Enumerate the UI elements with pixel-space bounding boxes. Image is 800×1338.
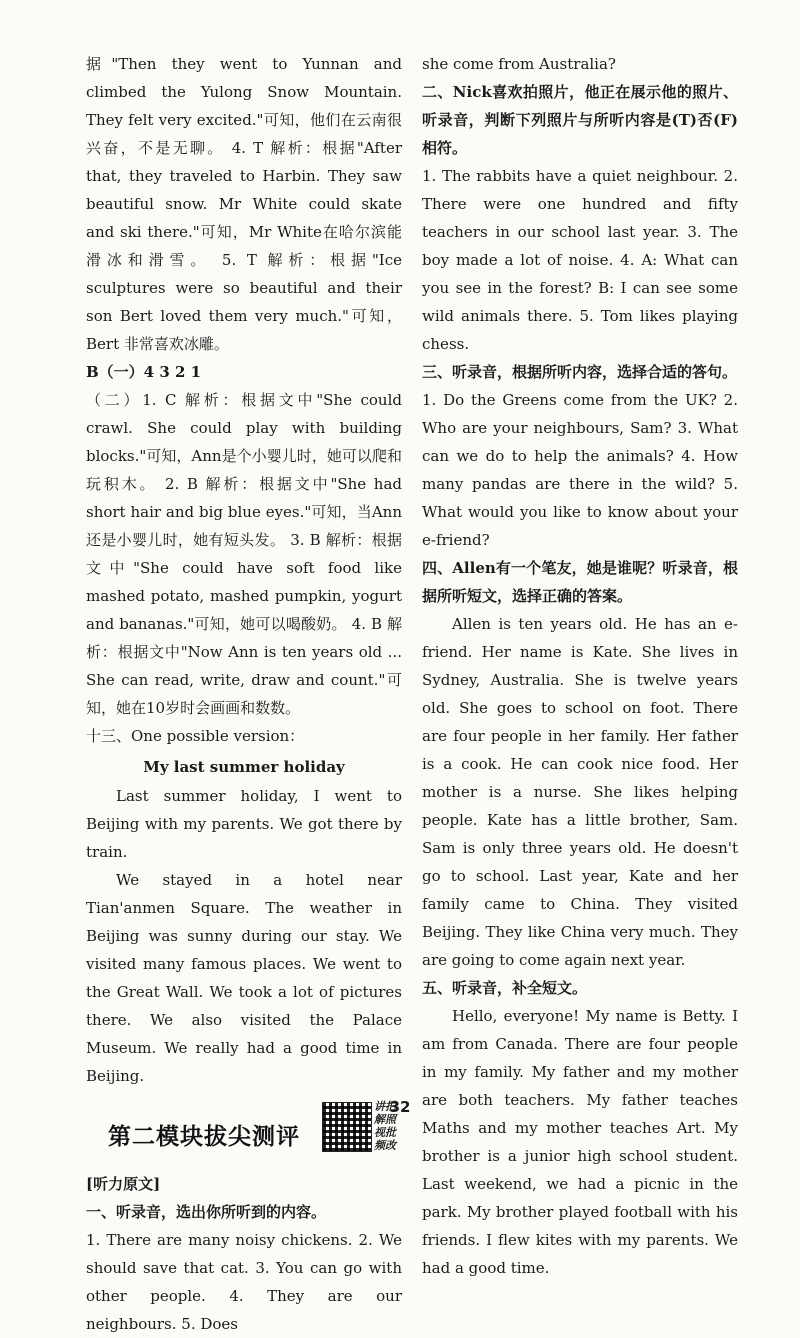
answer-paragraph-1: 据"Then they went to Yunnan and climbed the Yulong Snow Mountain. They felt very excited."可知，他们在云南很兴奋，不是无聊。 4. T 解析：根据"After that, they traveled to Harbin. They saw beautiful snow. Mr White could skate and ski there."可知，Mr White在哈尔滨能滑冰和滑雪。 5. T 解析：根据"Ice sculptures were so beautiful and their son Bert loved them very much."可知，Bert 非常喜欢冰雕。: [86, 55, 402, 353]
essay-paragraph-1: Last summer holiday, I went to Beijing with my parents. We got there by train.: [86, 787, 402, 861]
section-5-title: 五、听录音，补全短文。: [422, 979, 588, 997]
qr-label: 讲拍解照视批频改: [374, 1100, 396, 1152]
continued-text: she come from Australia?: [422, 55, 616, 73]
section-1-text: 1. There are many noisy chickens. 2. We should save that cat. 3. You can go with other people. 4. They are our neighbours. 5. Does: [86, 1231, 402, 1333]
section-3-text: 1. Do the Greens come from the UK? 2. Who are your neighbours, Sam? 3. What can we do to help the animals? 4. How many pandas are there in the wild? 5. What would you like to know about your e-friend?: [422, 391, 738, 549]
section-4-title: 四、Allen有一个笔友，她是谁呢？听录音，根据所听短文，选择正确的答案。: [422, 559, 738, 605]
section-5-text: Hello, everyone! My name is Betty. I am from Canada. There are four people in my family. My father and my mother are both teachers. My father teaches Maths and my mother teaches Art. My brother is a junior high school student. Last weekend, we had a picnic in the park. My brother played football with his friends. I flew kites with my parents. We had a good time.: [422, 1007, 738, 1277]
section-3-title: 三、听录音，根据所听内容，选择合适的答句。: [422, 363, 738, 381]
essay-title: My last summer holiday: [143, 758, 345, 776]
section-1-title: 一、听录音，选出你所听到的内容。: [86, 1203, 327, 1221]
essay-paragraph-2: We stayed in a hotel near Tian'anmen Square. The weather in Beijing was sunny during our stay. We visited many famous places. We went to the Great Wall. We took a lot of pictures there. We also visited the Palace Museum. We really had a good time in Beijing.: [86, 871, 402, 1085]
listening-header: [听力原文]: [86, 1175, 161, 1193]
section-2-text: 1. The rabbits have a quiet neighbour. 2. There were one hundred and fifty teachers in our school last year. 3. The boy made a lot of noise. 4. A: What can you see in the forest? B: I can see some wild animals there. 5. Tom likes playing chess.: [422, 167, 738, 353]
left-column: [86, 50, 402, 1338]
answer-paragraph-2: （二）1. C 解析：根据文中"She could crawl. She could play with building blocks."可知，Ann是个小婴儿时，她可以爬和玩积木。 2. B 解析：根据文中"She had short hair and big blue eyes."可知，当Ann还是小婴儿时，她有短头发。 3. B 解析：根据文中"She could have soft food like mashed potato, mashed pumpkin, yogurt and bananas."可知，她可以喝酸奶。 4. B 解析：根据文中"Now Ann is ten years old ... She can read, write, draw and count."可知，她在10岁时会画画和数数。: [86, 391, 402, 717]
section-b-one: B（一）4 3 2 1: [86, 363, 202, 381]
section-2-title: 二、Nick喜欢拍照片，他正在展示他的照片、听录音，判断下列照片与所听内容是(T)否(F)相符。: [422, 83, 738, 157]
page-number: 32: [389, 1098, 411, 1116]
section-13-heading: 十三、One possible version：: [86, 727, 305, 745]
module-title: 第二模块拔尖测评: [108, 1124, 300, 1150]
section-4-text: Allen is ten years old. He has an e-friend. Her name is Kate. She lives in Sydney, Australia. She is twelve years old. She goes to school on foot. There are four people in her family. Her father is a cook. He can cook nice food. Her mother is a nurse. She likes helping people. Kate has a little brother, Sam. Sam is only three years old. He doesn't go to school. Last year, Kate and her family came to China. They visited Beijing. They like China very much. They are going to come again next year.: [422, 615, 738, 969]
